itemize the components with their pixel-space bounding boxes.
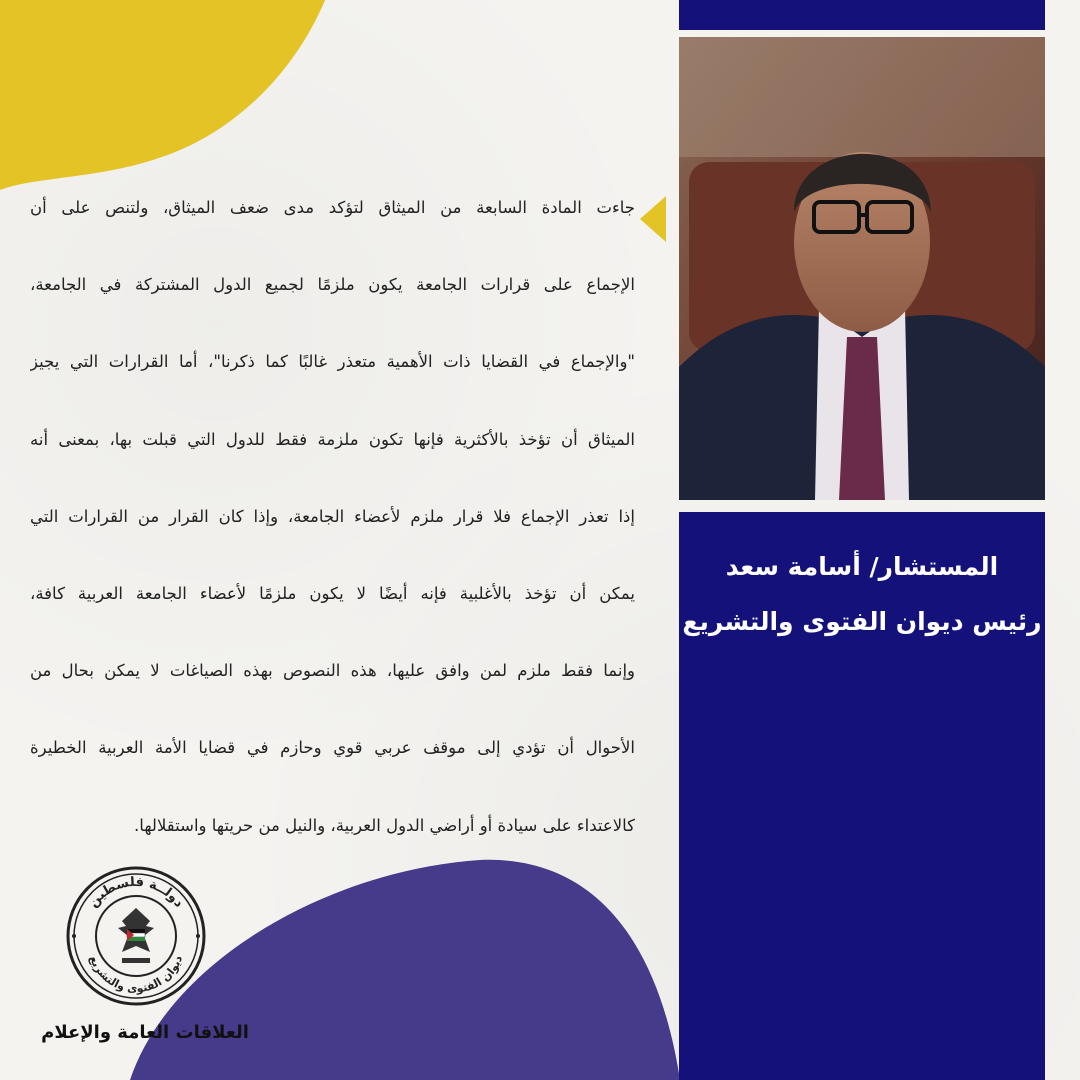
article-line: "والإجماع في القضايا ذات الأهمية متعذر غالبًا كما ذكرنا"، أما القرارات التي يجيز [30,352,635,372]
article-line: إذا تعذر الإجماع فلا قرار ملزم لأعضاء الجامعة، وإذا كان القرار من القرارات التي [30,506,635,526]
article-text [30,188,635,883]
article-line: يمكن أن تؤخذ بالأغلبية فإنه أيضًا لا يكون ملزمًا لأعضاء الجامعة العربية كافة، [30,583,635,603]
article-line: وإنما فقط ملزم لمن وافق عليها، هذه النصوص بهذه الصياغات لا يمكن بحال من [30,661,635,681]
author-name: المستشار/ أسامة سعد [725,552,999,581]
author-info [679,0,1045,1080]
yellow-triangle-icon [640,196,670,242]
seal-bottom-text: ديوان الفتوى والتشريع [86,953,186,996]
article-line: الميثاق أن تؤخذ بالأكثرية فإنها تكون ملزمة فقط للدول التي قبلت بها، بمعنى أنه [30,429,635,449]
seal-top-text: دولــة فلسطين [85,874,187,911]
article-line: الأحوال أن تؤدي إلى موقف عربي قوي وحازم في قضايا الأمة العربية الخطيرة [30,738,635,758]
purple-blob [130,860,680,1080]
fatwa-legislation-seal-logo [66,866,206,1006]
department-name: العلاقات العامة والإعلام [41,1022,249,1043]
yellow-blob [0,0,325,190]
article-line: الإجماع على قرارات الجامعة يكون ملزمًا لجميع الدول المشتركة في الجامعة، [30,275,635,295]
author-title: رئيس ديوان الفتوى والتشريع [682,607,1042,636]
article-line: كالاعتداء على سيادة أو أراضي الدول العربية، والنيل من حريتها واستقلالها. [134,815,635,835]
article-line: جاءت المادة السابعة من الميثاق لتؤكد مدى ضعف الميثاق، ولتنص على أن [30,198,635,217]
